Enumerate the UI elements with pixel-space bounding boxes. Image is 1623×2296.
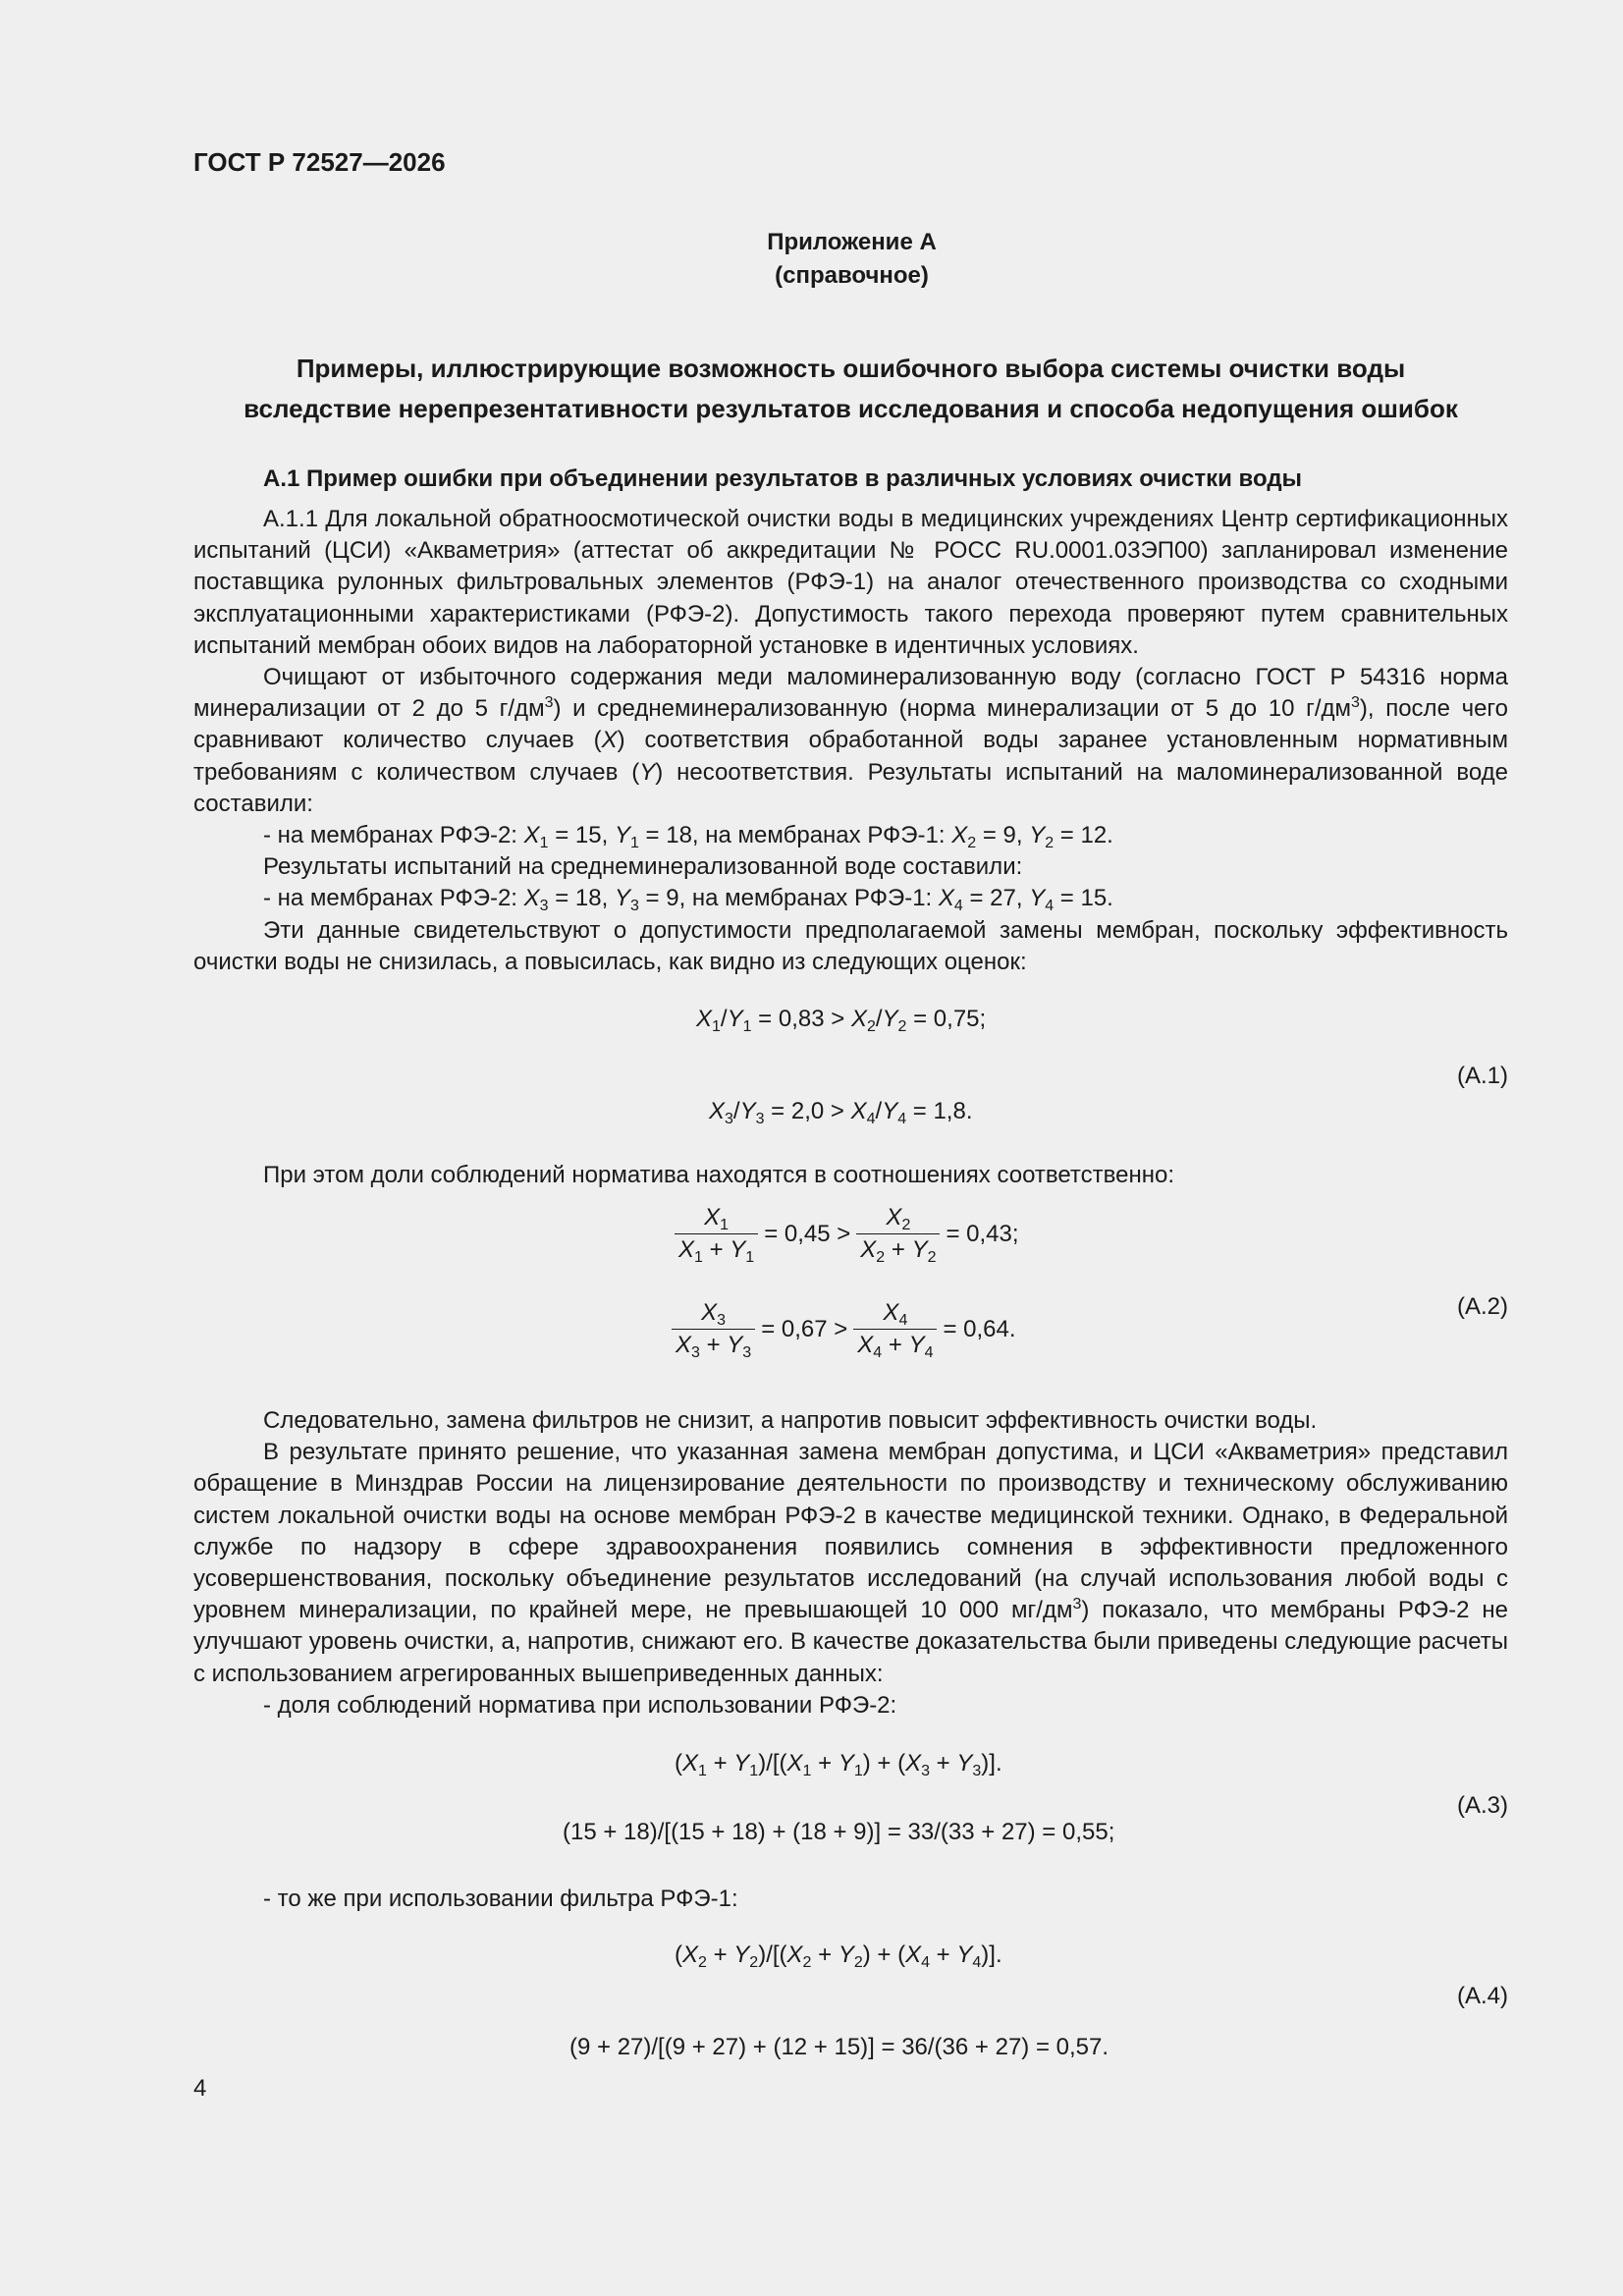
main-title-line-2: вследствие нерепрезентативности результатов исследования и способа недопущения ошибок [243, 394, 1458, 423]
paragraph-a11: А.1.1 Для локальной обратноосмотической очистки воды в медицинских учреждениях Центр сертификационных испытаний (ЦСИ) «Акваметрия» (аттестат об аккредитации № РОСС RU.0001.03ЭП00) запланировал изменение поставщика рулонных фильтровальных элементов (РФЭ-1) на аналог отечественного производства со сходными эксплуатационными характеристиками (РФЭ-2). Допустимость такого перехода проверяют путем сравнительных испытаний мембран обоих видов на лабораторной установке в идентичных условиях. [193, 506, 1508, 659]
page-number: 4 [193, 2075, 207, 2102]
formula-a3-line-1: $(X_1 + Y_1)/[(X_1 + Y_1) + (X_3 + Y_3)]$. [675, 1750, 1002, 1779]
result-low-mineral: - на мембранах РФЭ-2: $X_1 = 15$, $Y_1 = 18$, на мембранах РФЭ-1: $X_2 = 9$, $Y_2 = 12$. [263, 822, 1113, 852]
formula-a1-line-2: $X_3/Y_3 = 2,0 > X_4/Y_4 = 1,8$. [709, 1098, 973, 1127]
result-mid-mineral: - на мембранах РФЭ-2: $X_3 = 18$, $Y_3 = 9$, на мембранах РФЭ-1: $X_4 = 27$, $Y_4 = 15$. [263, 885, 1113, 915]
item-rfe1-share: - то же при использовании фильтра РФЭ-1: [263, 1886, 738, 1912]
body-block-2 [193, 1160, 1508, 1191]
paragraph-conclusion-estimates: Эти данные свидетельствуют о допустимости предполагаемой замены мембран, поскольку эффективность очистки воды не снизилась, а повысилась, как видно из следующих оценок: [193, 916, 1508, 975]
body-block-3 [193, 1405, 1508, 1722]
document-code: ГОСТ Р 72527—2026 [193, 147, 446, 177]
paragraph-shares: При этом доли соблюдений норматива находятся в соотношениях соответственно: [263, 1162, 1174, 1188]
item-rfe2-share: - доля соблюдений норматива при использовании РФЭ-2: [263, 1691, 897, 1719]
formula-a4-line-1: $(X_2 + Y_2)/[(X_2 + Y_2) + (X_4 + Y_4)]$. [675, 1941, 1002, 1971]
body-block-1 [193, 504, 1508, 978]
formula-a4-line-2: (9 + 27)/[(9 + 27) + (12 + 15)] = 36/(36 + 27) = 0,57. [569, 2034, 1109, 2060]
body-block-4 [193, 1884, 1508, 1915]
equation-number-a1: (А.1) [1456, 1063, 1508, 1089]
equation-number-a2: (А.2) [1456, 1293, 1508, 1320]
fraction-x4: $\frac{X_4}{X_4 + Y_4}$ [853, 1299, 937, 1359]
paragraph-consequence: Следовательно, замена фильтров не снизит, а напротив повысит эффективность очистки воды. [263, 1407, 1318, 1434]
fraction-x1: $\frac{X_1}{X_1 + Y_1}$ [675, 1204, 758, 1264]
formula-a1-line-1: $X_1/Y_1 = 0,83 > X_2/Y_2 = 0,75$; [696, 1006, 987, 1035]
paragraph-mid-mineral: Результаты испытаний на среднеминерализованной воде составили: [263, 853, 1023, 881]
paragraph-decision: В результате принято решение, что указанная замена мембран допустима, и ЦСИ «Акваметрия» представил обращение в Минздрав России на лицензирование деятельности по производству и техническому обслуживанию систем локальной очистки воды на основе мембран РФЭ-2 в качестве медицинской техники. Однако, в Федеральной службе по надзору в сфере здравоохранения появились сомнения в эффективности предложенного усовершенствования, поскольку объединение результатов исследований (на случай использования любой воды с уровнем минерализации, по крайней мере, не превышающей 10 000 $мг/дм^3$) показало, что мембраны РФЭ-2 не улучшают уровень очистки, а, напротив, снижают его. В качестве доказательства были приведены следующие расчеты с использованием агрегированных вышеприведенных данных: [193, 1439, 1508, 1687]
formula-a2-line-2: $\frac{X_3}{X_3 + Y_3}$ = 0,67 > $\frac{X_4}{X_4 + Y_4}$ = 0,64. [672, 1299, 1016, 1359]
formula-a2-line-1: $\frac{X_1}{X_1 + Y_1}$ = 0,45 > $\frac{X_2}{X_2 + Y_2}$ = 0,43; [675, 1204, 1019, 1264]
appendix-type: (справочное) [775, 262, 929, 289]
main-title-line-1: Примеры, иллюстрирующие возможность ошибочного выбора системы очистки воды [296, 354, 1406, 383]
equation-number-a4: (А.4) [1456, 1983, 1508, 2009]
fraction-x3: $\frac{X_3}{X_3 + Y_3}$ [672, 1299, 755, 1359]
section-heading: А.1 Пример ошибки при объединении результатов в различных условиях очистки воды [263, 465, 1303, 492]
equation-number-a3: (А.3) [1456, 1792, 1508, 1819]
main-title [187, 349, 1515, 429]
appendix-title: Приложение А [767, 229, 937, 255]
formula-a3-line-2: (15 + 18)/[(15 + 18) + (18 + 9)] = 33/(33 + 27) = 0,55; [563, 1819, 1115, 1845]
paragraph-test-conditions: Очищают от избыточного содержания меди маломинерализованную воду (согласно ГОСТ Р 54316 норма минерализации от 2 до 5 $г/дм^3$) и среднеминерализованную (норма минерализации от 5 до 10 $г/дм^3$), после чего сравнивают количество случаев (X) соответствия обработанной воды заранее установленным нормативным требованиям с количеством случаев (Y) несоответствия. Результаты испытаний на маломинерализованной воде составили: [193, 664, 1508, 817]
fraction-x2: $\frac{X_2}{X_2 + Y_2}$ [856, 1204, 940, 1264]
